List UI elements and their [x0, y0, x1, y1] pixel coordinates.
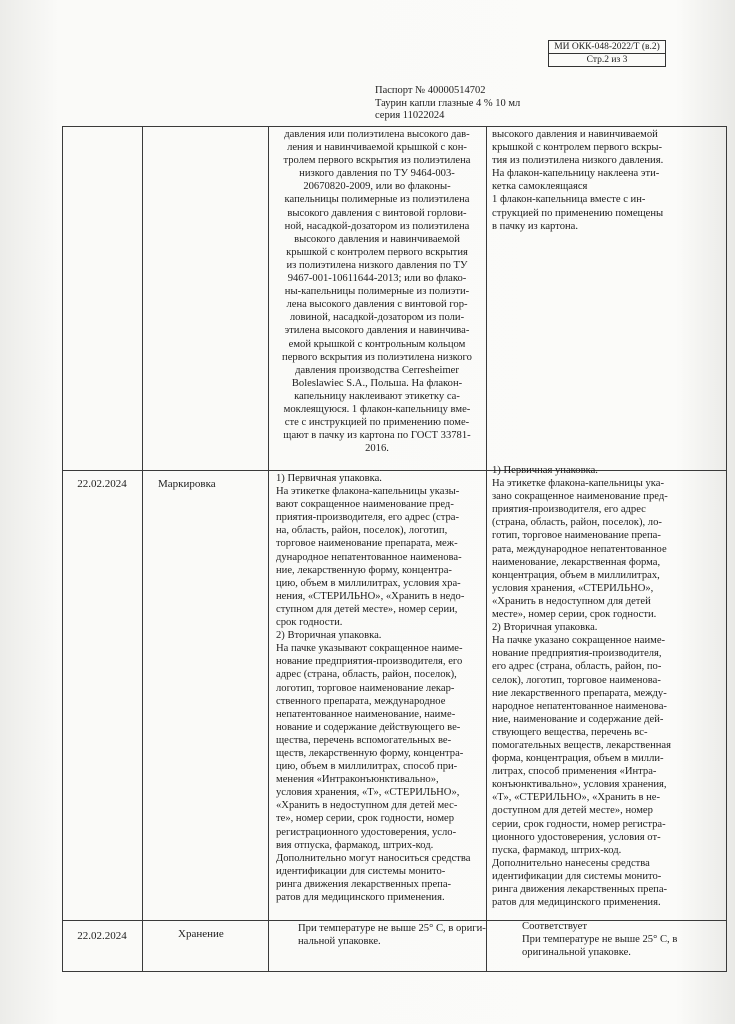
- table-border-bottom: [62, 971, 727, 972]
- text-line: высокого давления с винтовой горлови-: [287, 207, 467, 219]
- text-line: капельницы полимерные из полиэтилена: [284, 194, 470, 206]
- text-line: кетка самоклеящаяся: [492, 181, 588, 193]
- text-line: крышкой с контролем первого вскры-: [492, 142, 663, 154]
- text-line: ловиной, насадкой-дозатором из поли-: [289, 312, 465, 324]
- text-line: в пачку из картона.: [492, 220, 579, 232]
- text-line: 1 флакон-капельница вместе с ин-: [492, 194, 646, 206]
- text-line: серии, срок годности, номер регистра-: [492, 818, 666, 830]
- text-line: низкого давления по ТУ 9464-003-: [299, 168, 455, 180]
- text-line: 1) Первичная упаковка.: [276, 473, 382, 484]
- text-line: высокого давления и навинчиваемой: [294, 233, 460, 245]
- text-line: ринга движения лекарственных препа-: [492, 884, 668, 895]
- text-line: тролем первого вскрытия из полиэтилена: [283, 155, 471, 167]
- text-line: При температуре не выше 25° С, в: [522, 934, 678, 946]
- text-line: ратов для медицинского применения.: [492, 897, 661, 909]
- text-line: непатентованное наименование, наиме-: [276, 708, 456, 720]
- text-line: первого вскрытия из полиэтилена низкого: [282, 351, 472, 363]
- requirement-cell: [276, 472, 484, 904]
- table-divider: [142, 126, 143, 972]
- passport-number: Паспорт № 40000514702: [375, 85, 486, 96]
- text-line: доступном для детей месте», номер: [492, 805, 653, 817]
- text-line: приятия-производителя, его адрес: [492, 504, 646, 516]
- text-line: его адрес (страна, область, район, по-: [492, 661, 662, 673]
- table-border-right: [726, 126, 727, 972]
- text-line: сте с инструкцией по применению поме-: [284, 417, 470, 429]
- text-line: моклеящуюся. 1 флакон-капельницу вме-: [283, 403, 471, 415]
- text-line: ринга движения лекарственных препа-: [276, 878, 452, 890]
- text-line: «Хранить в недоступном для детей мес-: [276, 800, 458, 812]
- text-line: торговое наименование препарата, меж-: [276, 538, 458, 550]
- document-code-stamp: [548, 40, 666, 67]
- text-line: 2016.: [365, 443, 389, 455]
- text-line: из полиэтилена низкого давления по ТУ: [286, 259, 468, 271]
- text-line: нения, «СТЕРИЛЬНО», «Хранить в недо-: [276, 590, 465, 602]
- text-line: 9467-001-10611644-2013; или во флако-: [287, 273, 467, 285]
- passport-header: [375, 85, 520, 123]
- text-line: конъюнктивально», условия хранения,: [492, 779, 667, 791]
- result-cell: [522, 920, 726, 959]
- text-line: (страна, область, район, поселок), ло-: [492, 517, 662, 529]
- test-property: Хранение: [178, 928, 224, 940]
- text-line: нальной упаковке.: [298, 936, 381, 948]
- table-divider: [486, 126, 487, 972]
- requirement-cell: [268, 128, 486, 455]
- text-line: ние, лекарственную форму, концентра-: [276, 564, 452, 576]
- text-line: На пачке указывают сокращенное наиме-: [276, 643, 463, 655]
- test-property: Маркировка: [158, 478, 216, 490]
- text-line: 20670820-2009, или во флаконы-: [303, 181, 451, 193]
- table-border-top: [62, 126, 727, 127]
- text-line: лена высокого давления с винтовой гор-: [286, 299, 468, 311]
- test-date: 22.02.2024: [77, 930, 127, 942]
- text-line: давления производства Cerresheimer: [295, 364, 459, 376]
- text-line: условия хранения, «Т», «СТЕРИЛЬНО»,: [276, 787, 460, 799]
- text-line: вия отпуска, фармакод, штрих-код.: [276, 839, 434, 851]
- text-line: условия хранения, «СТЕРИЛЬНО»,: [492, 582, 654, 594]
- text-line: капельницу наклеивают этикетку са-: [294, 390, 460, 402]
- text-line: На флакон-капельницу наклеена эти-: [492, 168, 660, 180]
- text-line: На пачке указано сокращенное наиме-: [492, 635, 666, 647]
- text-line: наименование, лекарственная форма,: [492, 556, 661, 568]
- text-line: ны-капельницы полимерные из полиэти-: [284, 286, 470, 298]
- text-line: логотип, торговое наименование лекар-: [276, 682, 455, 694]
- text-line: 2) Вторичная упаковка.: [276, 630, 382, 642]
- batch-series: серия 11022024: [375, 110, 445, 121]
- text-line: адрес (страна, область, район, поселок),: [276, 669, 457, 681]
- text-line: нование и содержание действующего ве-: [276, 721, 461, 733]
- product-name: Таурин капли глазные 4 % 10 мл: [375, 97, 521, 109]
- text-line: ние лекарственного препарата, между-: [492, 687, 667, 699]
- text-line: ществ, лекарственную форму, концентра-: [276, 747, 464, 759]
- text-line: щают в пачку из картона по ГОСТ 33781-: [283, 430, 471, 442]
- text-line: Соответствует: [522, 921, 588, 932]
- text-line: этилена высокого давления и навинчива-: [284, 325, 470, 337]
- text-line: Дополнительно могут наноситься средства: [276, 852, 471, 864]
- text-line: пуска, фармакод, штрих-код.: [492, 844, 622, 856]
- text-line: давления или полиэтилена высокого дав-: [284, 129, 470, 140]
- text-line: месте», номер серии, срок годности.: [492, 609, 657, 621]
- text-line: «Т», «СТЕРИЛЬНО», «Хранить в не-: [492, 792, 661, 804]
- text-line: ционного удостоверения, условия от-: [492, 831, 661, 843]
- quality-table: [62, 126, 727, 972]
- page-number: Стр.2 из 3: [586, 55, 628, 65]
- text-line: На этикетке флакона-капельницы ука-: [492, 478, 665, 490]
- text-line: ственного препарата, международное: [276, 695, 446, 707]
- text-line: народное непатентованное наименова-: [492, 700, 667, 712]
- text-line: ствующего вещества, перечень вс-: [492, 726, 648, 738]
- text-line: те», номер серии, срок годности, номер: [276, 813, 455, 825]
- text-line: помогательных веществ, лекарственная: [492, 739, 671, 751]
- text-line: крышкой с контролем первого вскрытия: [286, 246, 468, 258]
- text-line: идентификации для системы монито-: [492, 870, 662, 882]
- text-line: тия из полиэтилена низкого давления.: [492, 155, 664, 167]
- text-line: высокого давления и навинчиваемой: [492, 129, 658, 140]
- text-line: цию, объем в миллилитрах, условия хра-: [276, 577, 461, 589]
- text-line: Boleslawiec S.A., Польша. На флакон-: [291, 377, 463, 389]
- text-line: ления и навинчиваемой крышкой с кон-: [287, 142, 467, 154]
- text-line: струкцией по применению помещены: [492, 207, 664, 219]
- text-line: щества, перечень вспомогательных ве-: [276, 734, 452, 746]
- text-line: дународное непатентованное наименова-: [276, 551, 462, 563]
- text-line: оригинальной упаковке.: [522, 947, 631, 959]
- result-cell: [492, 464, 724, 909]
- text-line: рата, международное непатентованное: [492, 543, 667, 555]
- text-line: регистрационного удостоверения, усло-: [276, 826, 457, 838]
- text-line: приятия-производителя, его адрес (стра-: [276, 512, 460, 524]
- requirement-cell: [298, 922, 486, 948]
- text-line: на, область, район, поселок), логотип,: [276, 525, 448, 537]
- text-line: 1) Первичная упаковка.: [492, 465, 598, 476]
- text-line: литрах, способ применения «Интра-: [492, 766, 657, 778]
- text-line: емой крышкой с контрольным кольцом: [288, 338, 466, 350]
- text-line: концентрация, объем в миллилитрах,: [492, 569, 660, 581]
- text-line: ратов для медицинского применения.: [276, 892, 445, 903]
- text-line: На этикетке флакона-капельницы указы-: [276, 486, 460, 498]
- text-line: ступном для детей месте», номер серии,: [276, 603, 458, 615]
- text-line: ние, наименование и содержание дей-: [492, 713, 664, 725]
- text-line: срок годности.: [276, 617, 343, 629]
- text-line: форма, концентрация, объем в милли-: [492, 753, 664, 765]
- text-line: 2) Вторичная упаковка.: [492, 622, 598, 634]
- text-line: ной, насадкой-дозатором из полиэтилена: [284, 220, 470, 232]
- text-line: зано сокращенное наименование пред-: [492, 491, 668, 503]
- text-line: цию, объем в миллилитрах, способ при-: [276, 761, 458, 773]
- text-line: селок), логотип, торговое наименова-: [492, 674, 661, 686]
- text-line: менения «Интраконъюнктивально»,: [276, 774, 439, 786]
- text-line: нование предприятия-производителя,: [492, 648, 662, 660]
- text-line: «Хранить в недоступном для детей: [492, 595, 651, 607]
- text-line: идентификации для системы монито-: [276, 865, 446, 877]
- table-border-left: [62, 126, 63, 972]
- text-line: нование предприятия-производителя, его: [276, 656, 463, 668]
- result-cell: [492, 128, 724, 233]
- text-line: готип, торговое наименование препа-: [492, 530, 661, 542]
- text-line: вают сокращенное наименование пред-: [276, 499, 454, 511]
- test-date: 22.02.2024: [77, 478, 127, 490]
- text-line: Дополнительно нанесены средства: [492, 857, 650, 869]
- text-line: При температуре не выше 25° С, в ориги-: [298, 923, 486, 934]
- document-code: МИ ОКК-048-2022/Т (в.2): [549, 41, 665, 54]
